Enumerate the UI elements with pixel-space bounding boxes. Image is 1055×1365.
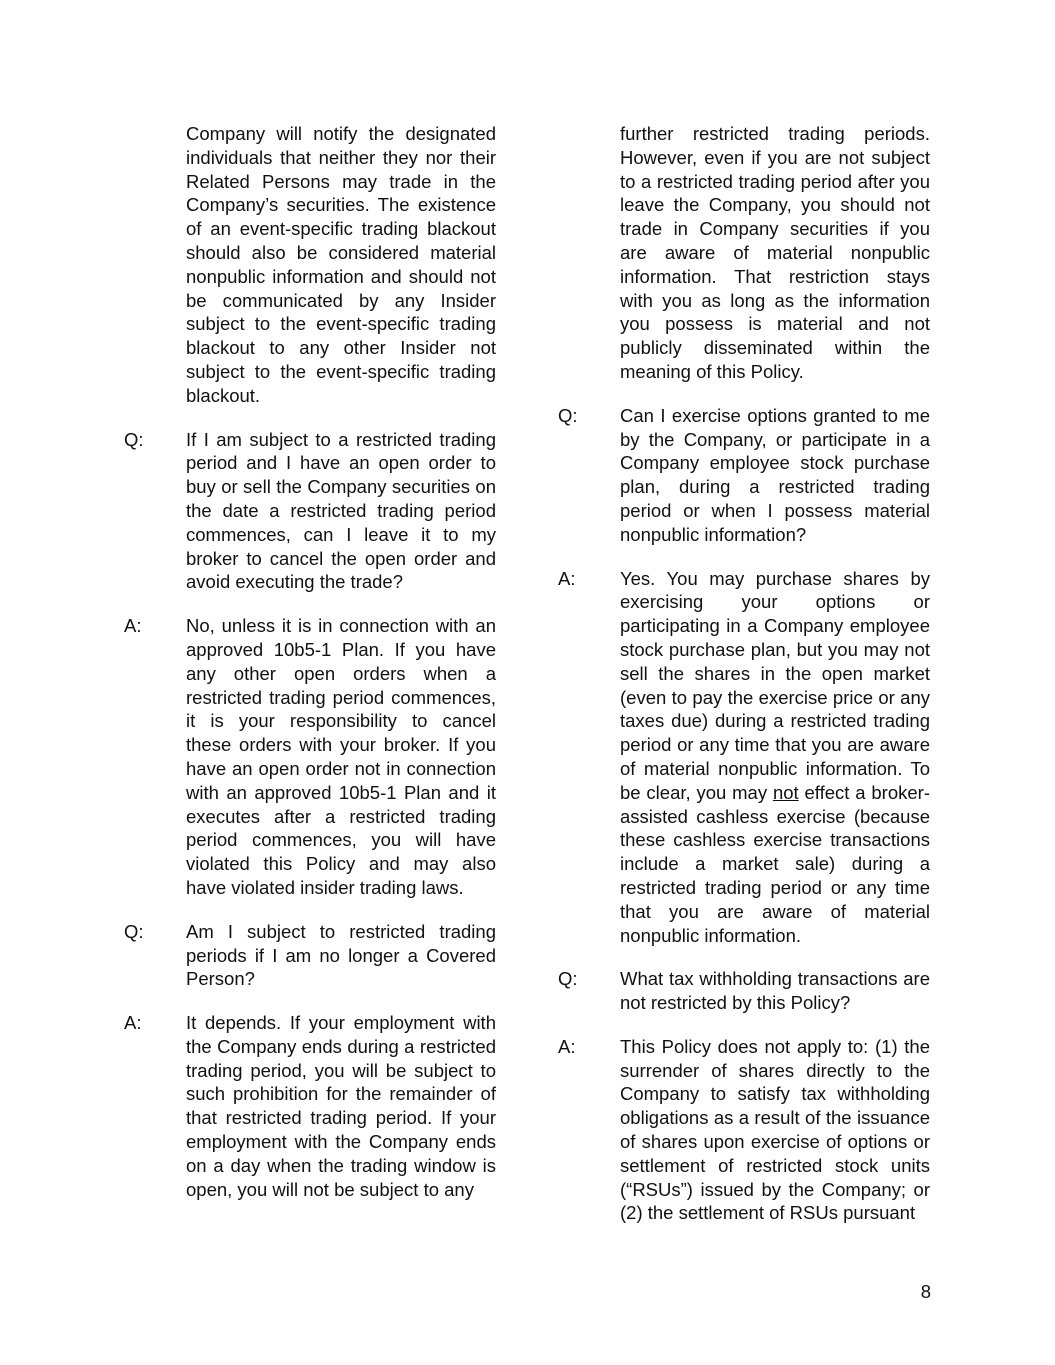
continued-text: Company will notify the designated individuals that neither they nor their Related Persons may trade in the Company’s securities. The existence of an event-specific trading blackout should also be considered material nonpublic information and should not be communicated by any Insider subject to the event-specific trading blackout to any other Insider not subject to the event-specific trading blackout. xyxy=(186,123,496,406)
question-text: Am I subject to restricted trading periods if I am no longer a Covered Person? xyxy=(186,920,496,990)
question-block xyxy=(558,404,1055,547)
continued-text: further restricted trading periods. However, even if you are not subject to a restricted trading period after you leave the Company, you should not trade in Company securities if you are aware of material nonpublic information. That restriction stays with you as long as the information you possess is material and not publicly disseminated within the meaning of this Policy. xyxy=(620,123,930,382)
question-label: Q: xyxy=(124,920,144,942)
underlined-not: not xyxy=(772,781,799,803)
answer-text xyxy=(620,567,930,948)
answer-text: This Policy does not apply to: (1) the surrender of shares directly to the Company to satisfy tax withholding obligations as a result of the issuance of shares upon exercise of options or settlement of restricted stock units (“RSUs”) issued by the Company; or (2) the settlement of RSUs pursuant xyxy=(620,1035,930,1224)
answer-text-part-2: effect a broker-assisted cashless exercise (because these cashless exercise transactions include a market sale) during a restricted trading period or any time that you are aware of material nonpublic information. xyxy=(620,781,930,946)
right-column xyxy=(558,122,1055,1245)
question-block xyxy=(558,967,1055,1015)
answer-block xyxy=(558,567,1055,948)
question-text: What tax withholding transactions are not restricted by this Policy? xyxy=(620,968,930,1014)
question-text: Can I exercise options granted to me by the Company, or participate in a Company employee stock purchase plan, during a restricted trading period or when I possess material nonpublic information? xyxy=(620,404,930,545)
answer-label: A: xyxy=(124,615,142,637)
question-text: If I am subject to a restricted trading period and I have an open order to buy or sell the Company securities on the date a restricted trading period commences, can I leave it to my broker to cancel the open order and avoid executing the trade? xyxy=(186,428,496,593)
question-label: Q: xyxy=(124,428,144,450)
answer-text-part-1: Yes. You may purchase shares by exercising your options or participating in a Company employee stock purchase plan, but you may not sell the shares in the open market (even to pay the exercise price or any taxes due) during a restricted trading period or any time that you are aware of material nonpublic information. To be clear, you may xyxy=(620,567,930,803)
answer-text: It depends. If your employment with the Company ends during a restricted trading period, you will be subject to such prohibition for the remainder of that restricted trading period. If your employment with the Company ends on a day when the trading window is open, you will not be subject to any xyxy=(186,1012,496,1200)
continued-paragraph-right xyxy=(558,122,1055,384)
answer-text: No, unless it is in connection with an approved 10b5-1 Plan. If you have any other open orders when a restricted trading period commences, it is your responsibility to cancel these orders with your broker. If you have an open order not in connection with an approved 10b5-1 Plan and it executes after a restricted trading period commences, you will have violated this Policy and may also have violated insider trading laws. xyxy=(186,615,496,898)
answer-label: A: xyxy=(124,1012,142,1034)
question-label: Q: xyxy=(558,404,578,426)
question-label: Q: xyxy=(558,968,578,990)
answer-label: A: xyxy=(558,567,576,589)
answer-label: A: xyxy=(558,1035,576,1057)
answer-block xyxy=(558,1035,1055,1225)
page-number: 8 xyxy=(920,1281,931,1302)
